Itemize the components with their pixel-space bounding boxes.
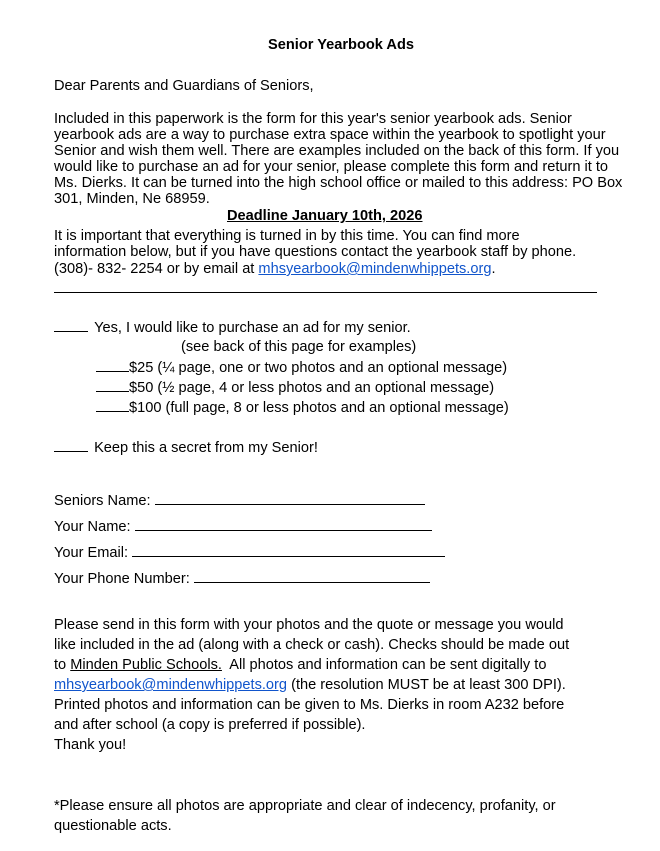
info-line: information below, but if you have questions contact the yearbook staff by phone. <box>54 244 577 260</box>
salutation: Dear Parents and Guardians of Seniors, <box>54 78 314 94</box>
price-25-label: $25 (¼ page, one or two photos and an optional message) <box>129 360 508 376</box>
your-email-input-line[interactable] <box>132 544 445 557</box>
field-seniors-name <box>54 492 425 509</box>
field-your-email <box>54 544 445 561</box>
price-50-label: $50 (½ page, 4 or less photos and an optional message) <box>129 380 495 396</box>
secret-checkbox-blank[interactable] <box>54 439 88 452</box>
footnote-line: questionable acts. <box>54 818 172 834</box>
contact-suffix: . <box>491 261 496 277</box>
seniors-name-input-line[interactable] <box>155 492 425 505</box>
price-100-label: $100 (full page, 8 or less photos and an optional message) <box>129 400 509 416</box>
section-divider <box>54 292 597 293</box>
secret-option <box>54 439 318 456</box>
field-label: Your Phone Number: <box>54 571 190 587</box>
field-label: Your Name: <box>54 519 131 535</box>
footnote-line: *Please ensure all photos are appropriate and clear of indecency, profanity, or <box>54 798 556 814</box>
instructions-text: to <box>54 657 71 673</box>
intro-line: yearbook ads are a way to purchase extra space within the yearbook to spotlight your <box>54 127 606 143</box>
field-your-phone <box>54 570 430 587</box>
instructions-email-link[interactable]: mhsyearbook@mindenwhippets.org <box>54 677 288 693</box>
instructions-text: (the resolution MUST be at least 300 DPI). <box>287 677 566 693</box>
field-label: Seniors Name: <box>54 493 151 509</box>
purchase-option <box>54 319 411 336</box>
price-option-50 <box>96 379 494 396</box>
instructions-line <box>54 657 546 673</box>
intro-line: Senior and wish them well. There are examples included on the back of this form. If you <box>54 143 620 159</box>
contact-line <box>54 261 496 277</box>
instructions-line: and after school (a copy is preferred if possible). <box>54 717 366 733</box>
examples-note: (see back of this page for examples) <box>181 339 417 355</box>
price-50-checkbox-blank[interactable] <box>96 379 129 392</box>
thank-you: Thank you! <box>54 737 127 753</box>
intro-line: would like to purchase an ad for your senior, please complete this form and return it to <box>54 159 609 175</box>
payee-name: Minden Public Schools. <box>70 657 222 673</box>
price-25-checkbox-blank[interactable] <box>96 359 129 372</box>
instructions-line <box>54 677 566 693</box>
price-option-100 <box>96 399 509 416</box>
price-100-checkbox-blank[interactable] <box>96 399 129 412</box>
intro-line: Included in this paperwork is the form for this year's senior yearbook ads. Senior <box>54 111 572 127</box>
deadline-heading: Deadline January 10th, 2026 <box>227 208 423 224</box>
contact-phone-text: (308)- 832- 2254 or by email at <box>54 261 259 277</box>
field-your-name <box>54 518 432 535</box>
document-title: Senior Yearbook Ads <box>268 37 414 53</box>
field-label: Your Email: <box>54 545 129 561</box>
intro-line: 301, Minden, Ne 68959. <box>54 191 210 207</box>
purchase-label: Yes, I would like to purchase an ad for my senior. <box>94 320 411 336</box>
instructions-line: Printed photos and information can be given to Ms. Dierks in room A232 before <box>54 697 565 713</box>
instructions-line: Please send in this form with your photos and the quote or message you would <box>54 617 564 633</box>
instructions-text: All photos and information can be sent digitally to <box>221 657 547 673</box>
contact-email-link[interactable]: mhsyearbook@mindenwhippets.org <box>258 261 492 277</box>
your-phone-input-line[interactable] <box>194 570 430 583</box>
your-name-input-line[interactable] <box>135 518 432 531</box>
instructions-line: like included in the ad (along with a check or cash). Checks should be made out <box>54 637 570 653</box>
price-option-25 <box>96 359 507 376</box>
secret-label: Keep this a secret from my Senior! <box>94 440 318 456</box>
intro-line: Ms. Dierks. It can be turned into the high school office or mailed to this address: PO Box <box>54 175 623 191</box>
info-line: It is important that everything is turned in by this time. You can find more <box>54 228 520 244</box>
purchase-checkbox-blank[interactable] <box>54 319 88 332</box>
